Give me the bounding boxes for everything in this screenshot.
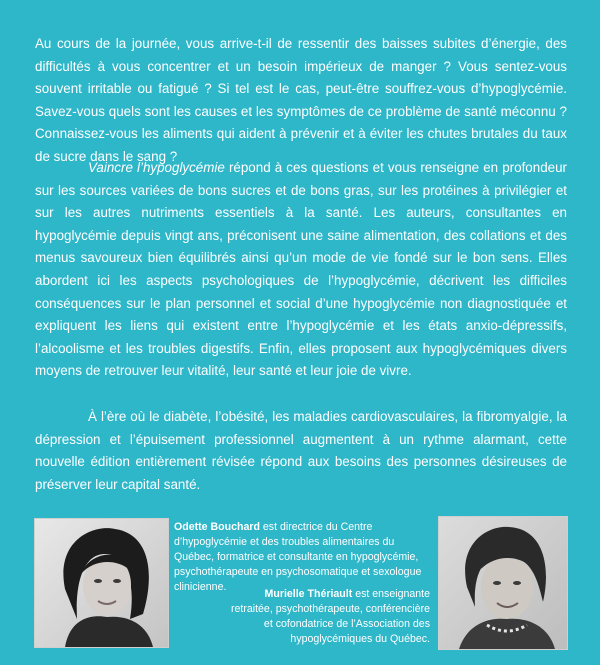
intro-paragraph: Au cours de la journée, vous arrive-t-il de ressentir des baisses subites d’énergie, des difficultés à vous concentrer et un besoin impérieux de manger ? Vous sentez-vous souvent irritable ou fatigué ? Si tel est le cas, peut-être souffrez-vous d’hypoglycémie. Savez-vous quels sont les causes et les symptômes de ce problème de santé méconnu ? Connaissez-vous les aliments qui aident à prévenir et à éviter les chutes brutales du taux de sucre dans le sang ? [35, 36, 567, 164]
author-name-murielle: Murielle Thériault [264, 588, 353, 600]
description-paragraph [35, 157, 567, 383]
author-photo-odette [34, 518, 169, 648]
closing-paragraph: À l’ère où le diabète, l’obésité, les maladies cardiovasculaires, la fibromyalgie, la dépression et l’épuisement professionnel augmentent à un rythme alarmant, cette nouvelle édition entièrement révisée répond aux besoins des personnes désireuses de préserver leur capital santé. [35, 409, 567, 492]
book-title: Vaincre l’hypoglycémie [88, 160, 225, 175]
author-bio-odette [174, 520, 434, 595]
author-bio-murielle [225, 587, 430, 647]
author-name-odette: Odette Bouchard [174, 521, 260, 533]
description-text: répond à ces questions et vous renseigne en profondeur sur les sources variées de bons sucres et de bons gras, sur les protéines à privilégier et sur les autres nutriments essentiels à la santé. Les auteurs, consultantes en hypoglycémie depuis vingt ans, préconisent une saine alimentation, des collations et des menus savoureux bien équilibrés ainsi qu’un mode de vie fondé sur le bon sens. Elles abordent ici les aspects psychologiques de l’hypoglycémie, décrivent les difficiles conséquences sur le plan personnel et social d’une hypoglycémie non diagnostiquée et expliquent les liens qui existent entre l’hypoglycémie et les états anxio-dépressifs, l’alcoolisme et les troubles digestifs. Enfin, elles proposent aux hypoglycémiques divers moyens de retrouver leur vitalité, leur santé et leur joie de vivre. [35, 160, 568, 379]
author-bio-text-odette: est directrice du Centre d’hypoglycémie et des troubles alimentaires du Québec, formatrice et consultante en hypoglycémie, psychothérapeute en psychosomatique et sexologue clinicienne. [174, 521, 422, 593]
author-photo-murielle [438, 516, 568, 650]
author-bio-text-murielle: est enseignante retraitée, psychothérapeute, conférencière et cofondatrice de l’Association des hypoglycémiques du Québec. [230, 588, 430, 645]
